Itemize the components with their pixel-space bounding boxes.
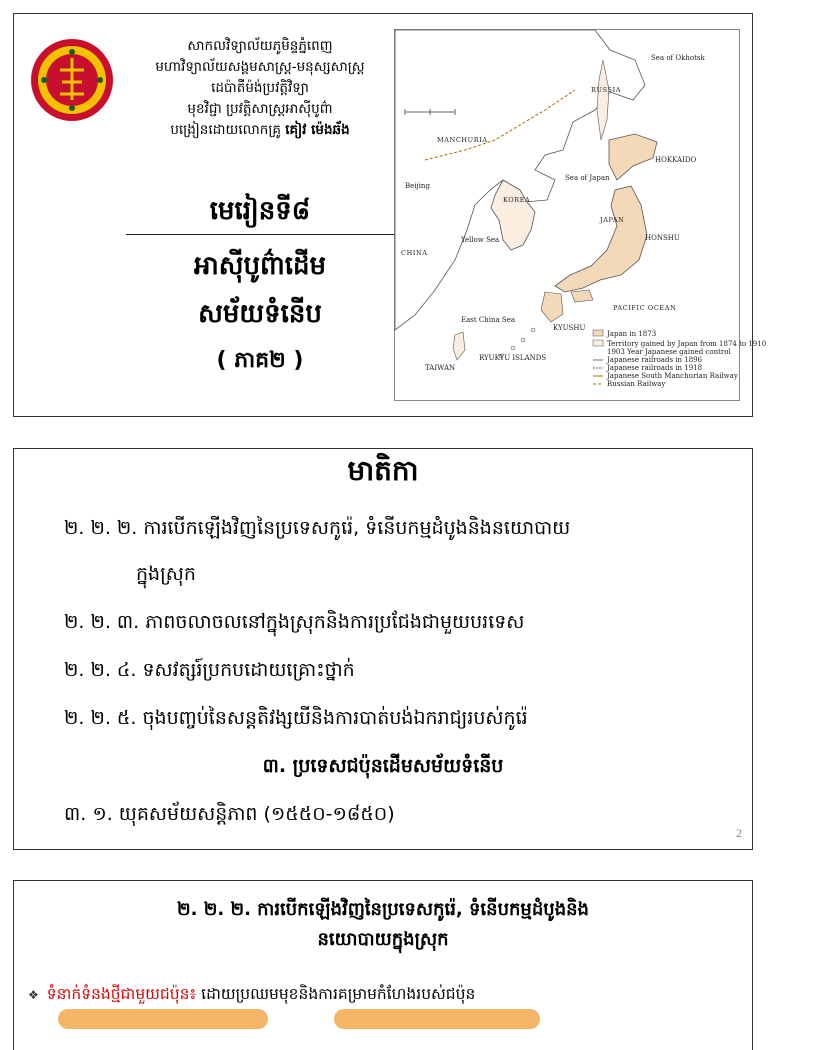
contents-item-continuation: ក្នុងស្រុក — [136, 563, 196, 585]
taiwan-island — [453, 332, 465, 360]
hokkaido-island — [609, 134, 657, 180]
subject-name: មុខវិជ្ជា ប្រវត្តិសាស្ត្រអាស៊ីបូព៌ា — [187, 101, 333, 117]
section-heading: ៣. ប្រទេសជប៉ុនដើមសម័យទំនើប — [262, 755, 504, 777]
legend-japan-1873: Japan in 1873 — [607, 330, 657, 338]
map-label-taiwan: TAIWAN — [425, 364, 456, 372]
map-label-east-china-sea: East China Sea — [461, 316, 516, 324]
legend-russian-railway: Russian Railway — [607, 380, 666, 388]
bullet-heading: ទំនាក់ទំនងថ្មីជាមួយជប៉ុន៖ — [46, 985, 197, 1003]
map-label-korea: KOREA — [503, 196, 531, 204]
map-label-sea-of-japan: Sea of Japan — [565, 174, 610, 182]
contents-item: ២. ២. ៤. ទសវត្សរ៍ប្រកបដោយគ្រោះថ្នាក់ — [64, 659, 355, 681]
bullet-text: ដោយប្រឈមមុខនិងការគម្រាមកំហែងរបស់ជប៉ុន — [196, 985, 476, 1003]
contents-item: ៣. ១. យុគសម័យសន្តិភាព (១៥៥០-១៨៥០) — [64, 803, 395, 825]
map-legend — [593, 330, 766, 388]
contents-slide — [13, 448, 753, 850]
department-name: ដេប៉ាតឺម៉ង់ប្រវត្តិវិទ្យា — [211, 80, 309, 96]
page-number: 2 — [736, 826, 742, 840]
legend-south-manchurian: Japanese South Manchurian Railway — [607, 372, 738, 380]
university-name: សាកលវិទ្យាល័យភូមិន្ទភ្នំពេញ — [187, 38, 333, 54]
teacher-prefix: បង្រៀនដោយលោកគ្រូ — [170, 122, 281, 138]
teacher-line — [124, 120, 396, 141]
contents-item: ២. ២. ៣. ភាពចលាចលនៅក្នុងស្រុកនិងការប្រជែងជាមួយបរទេស — [64, 611, 525, 633]
honshu-island — [555, 186, 647, 292]
map-label-kyushu: KYUSHU — [553, 324, 586, 332]
map-label-beijing: Beijing — [405, 182, 430, 190]
lesson-part: ( ភាគ២ ) — [216, 348, 304, 373]
map-label-china: CHINA — [401, 249, 428, 257]
map-label-okhotsk: Sea of Okhotsk — [651, 54, 705, 62]
highlight-mark — [334, 1009, 540, 1029]
legend-rail-1896: Japanese railroads in 1896 — [607, 356, 703, 364]
content-slide — [13, 880, 753, 1050]
contents-item: ២. ២. ៥. ចុងបញ្ចប់នៃសន្តតិវង្សយីនិងការបាត់បង់ឯករាជ្យរបស់កូរ៉េ — [64, 707, 528, 729]
lesson-title-line-1: អាស៊ីបូព៌ាដើម — [193, 251, 327, 281]
east-asia-map — [394, 29, 767, 401]
lesson-number: មេរៀនទី៨ — [209, 196, 311, 226]
university-header — [124, 36, 396, 141]
teacher-name: គៀវ ម៉េងឆ័ង — [285, 122, 350, 138]
bullet-point — [28, 981, 740, 1008]
contents-title: មាតិកា — [347, 454, 419, 487]
map-label-japan: JAPAN — [600, 216, 625, 224]
legend-rail-1918: Japanese railroads in 1918 — [607, 364, 703, 372]
university-logo — [30, 38, 114, 122]
map-label-manchuria: MANCHURIA — [437, 136, 488, 144]
title-slide — [13, 13, 767, 417]
shikoku-island — [571, 290, 593, 302]
map-label-hokkaido: HOKKAIDO — [655, 156, 697, 164]
map-label-yellow-sea: Yellow Sea — [461, 236, 500, 244]
contents-item: ២. ២. ២. ការបើកឡើងវិញនៃប្រទេសកូរ៉េ, ទំនើបកម្មដំបូងនិងនយោបាយ — [64, 517, 571, 539]
legend-year: 1903 Year Japanese gained control — [607, 348, 731, 356]
slide-title — [14, 895, 752, 955]
legend-territory: Territory gained by Japan from 1874 to 1910 — [607, 340, 767, 348]
slide-title-line-1: ២. ២. ២. ការបើកឡើងវិញនៃប្រទេសកូរ៉េ, ទំនើបកម្មដំបូងនិង — [177, 899, 589, 920]
map-label-russia: RUSSIA — [591, 86, 622, 94]
map-label-ryukyu: RYUKYU ISLANDS — [479, 354, 547, 362]
slide-title-line-2: នយោបាយក្នុងស្រុក — [317, 929, 449, 950]
highlight-mark — [58, 1009, 268, 1029]
map-label-honshu: HONSHU — [645, 234, 680, 242]
lesson-title-line-2: សម័យទំនើប — [198, 299, 322, 329]
faculty-name: មហាវិទ្យាល័យសង្គមសាស្ត្រ-មនុស្សសាស្ត្រ — [155, 59, 365, 75]
kyushu-island — [541, 292, 563, 322]
diamond-bullet-icon: ❖ — [28, 988, 39, 1002]
map-label-pacific: PACIFIC OCEAN — [613, 304, 677, 312]
title-divider — [126, 234, 394, 235]
